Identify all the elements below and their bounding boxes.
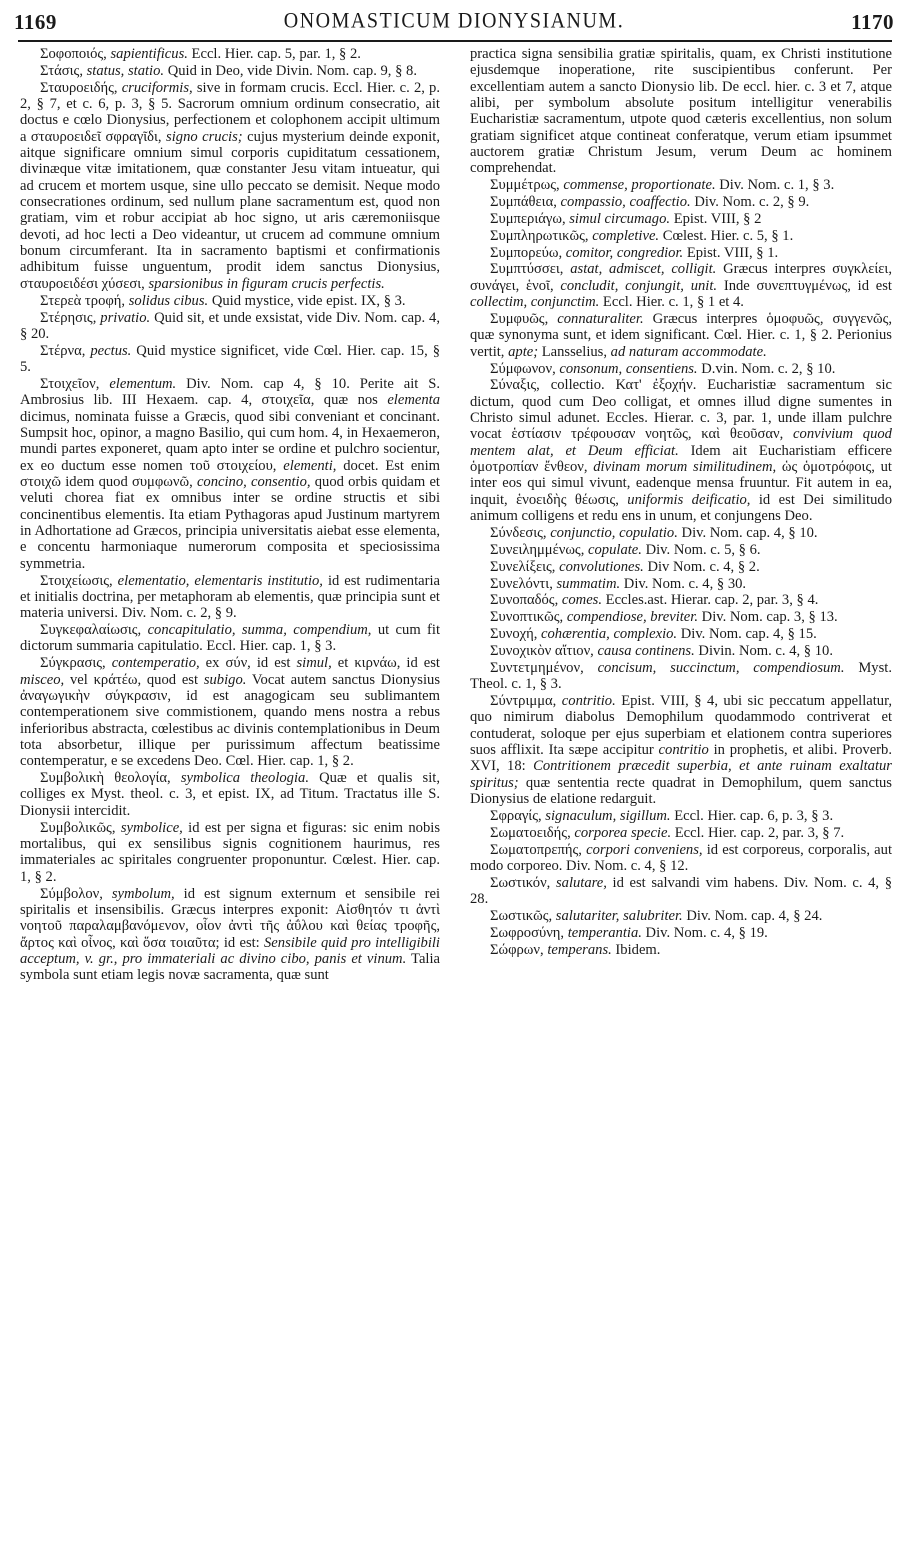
entry-italic-text: elementi, <box>276 457 337 474</box>
entry-body-text: Græcus interpres συγκλείει, συνάγει, ἑνοῖ, <box>470 261 892 294</box>
entry-headword: Σφραγίς, <box>490 807 542 824</box>
entry-body-text: Div. Nom. c. 2, § 9. <box>690 194 810 211</box>
dictionary-entry <box>470 194 892 210</box>
entry-body-text: Div. Nom. c. 4, § 30. <box>620 575 747 592</box>
dictionary-entry <box>470 875 892 908</box>
entry-body-text: cujus mysterium deinde exponit, aitque significare omnium simul corporis cupiditatum cessationem, divinæque vitæ imitationem, quæ constanter Jesu vitam intueatur, qui ad crucem et mortem usque, sine ullo peccato se demisit. Neque modo consecrationes ordinum, sed nullum plane sacramentum est, quod non gratiam, vim et robur accipiat ab hoc signo, ut aris cæremoniisque devoti, ad hoc lecti a Deo videantur, ut crucem ad commune omnium bonum circumferant. Ita in sacramento baptismi et confirmationis adhibitum fuisse unguentum, prodit idem sanctus Dionysius, σταυροειδέσι χύσεσι, <box>20 128 440 292</box>
entry-headword: Συμπάθεια, <box>490 194 557 211</box>
entry-headword: Συμπεριάγω, <box>490 210 566 227</box>
entry-translation: elementum. <box>99 375 177 392</box>
entry-body-text: Quid mystice, vide epist. IX, § 3. <box>208 292 406 309</box>
entry-body-text: ut cum fit dictorum summaria capitulatio. Eccl. Hier. cap. 1, § 3. <box>20 622 440 655</box>
entry-body-text: ex σύν, id est <box>199 655 291 672</box>
entry-body-text: quæ sententia recte quadrat in Demophilum, quem sanctus Dionysius de elatione redarguit. <box>470 774 892 807</box>
dictionary-entry <box>470 177 892 193</box>
dictionary-entry <box>20 293 440 309</box>
page-number-right: 1170 <box>851 10 894 34</box>
entry-translation: salutariter, salubriter. <box>552 907 683 924</box>
entry-translation: conjunctio, copulatio. <box>546 524 678 541</box>
entry-headword: Συνοπαδός, <box>490 592 559 609</box>
dictionary-entry <box>470 377 892 524</box>
entry-translation: symbolice, <box>115 819 183 836</box>
entry-italic-text: apte; <box>504 343 539 360</box>
entry-body-text: in prophetis, et alibi. Proverb. XVI, 18: <box>470 741 892 775</box>
entry-translation: concisum, succinctum, compendiosum. <box>583 659 845 676</box>
entry-body-text: Vocat autem sanctus Dionysius ἀναγωγικὴν σύγκρασιν, id est anagogicam seu sublimantem contemperationem sive commistionem, quando mens nostra a rebus inferioribus abstracta, cœlestibus ac divinis contemplationibus in Deum tota absorbetur, illique per purissimum affectum beatissime contemperatur, e se excedens Deo. Cœl. Hier. cap. 1, § 2. <box>20 671 440 770</box>
entry-body-text: Div. Nom. cap. 3, § 13. <box>698 609 838 626</box>
entry-italic-text: Contritionem præcedit superbia, et ante ruinam exaltatur spiritus; <box>470 758 892 791</box>
entry-body-text: D.vin. Nom. c. 2, § 10. <box>697 360 836 377</box>
entry-headword: Στοιχείωσις, <box>40 572 113 589</box>
entry-body-text: Ibidem. <box>611 941 661 958</box>
entry-headword: Σωματοπρεπής, <box>490 841 582 858</box>
dictionary-entry <box>20 573 440 622</box>
entry-translation: sapientificus. <box>106 46 188 62</box>
dictionary-entry <box>470 576 892 592</box>
entry-body-text: Quid sit, et unde exsistat, vide Div. Nom. cap. 4, § 20. <box>20 309 440 342</box>
entry-headword: Στέρησις, <box>40 309 97 326</box>
entry-body-text: Eccl. Hier. c. 1, § 1 et 4. <box>599 294 744 311</box>
entry-translation: symbolica theologia. <box>170 770 309 787</box>
dictionary-entry <box>470 261 892 310</box>
entry-body-text: Div. Nom. c. 4, § 19. <box>641 924 768 941</box>
entry-body-text: Lansselius, <box>538 343 608 360</box>
dictionary-entry <box>470 245 892 261</box>
entry-italic-text: uniformis deificatio, <box>618 491 751 508</box>
entry-headword: Σύναξις, <box>490 377 540 394</box>
dictionary-entry <box>20 886 440 984</box>
entry-body-text: Epist. VIII, § 2 <box>670 210 762 227</box>
entry-headword: Σύγκρασις, <box>40 655 106 672</box>
entry-body-text: Div. Nom. c. 5, § 6. <box>641 541 761 558</box>
entry-translation: astat, admiscet, colligit. <box>563 261 717 278</box>
dictionary-entry <box>470 942 892 958</box>
entry-body-text: Eccl. Hier. cap. 6, p. 3, § 3. <box>670 807 834 824</box>
dictionary-entry <box>470 542 892 558</box>
dictionary-entry <box>20 770 440 819</box>
entry-headword: Σύντριμμα, <box>490 692 557 709</box>
entry-translation: comes. <box>558 592 603 609</box>
dictionary-entry <box>470 361 892 377</box>
entry-translation: salutare, <box>550 874 607 891</box>
dictionary-entry <box>20 80 440 292</box>
entry-body-text: practica signa sensibilia gratiæ spiritalis, quam, ex Christi institutione ejusdemque inoperatione, rite suscipientibus conferunt. Per excellentiam autem a sancto Dionysio lib. De eccl. hier. c. 3 et 7, atque alibi, per symbolum absolute positum intelligitur venerabilis Eucharistiæ sacramentum, utpote quod cæteris excellentius, non solum gratiam significet atque contineat conferatque, verum etiam ipsummet auctorem gratiæ Christum Jesum, verum Deum ac hominem comprehendat. <box>470 46 892 177</box>
entry-body-text: ὡς ὁμοτρόφοις, ut inter eos qui simul vivunt, eadenque mensa fruuntur. Fit autem in ea, inquit, ἑνοειδὴς θέωσις, <box>470 459 892 508</box>
dictionary-entry <box>470 643 892 659</box>
entry-body-text: collectio. Κατ' ἐξοχήν. Eucharistiæ sacramentum sic dictum, quod cum Deo colligat, et omnes illud digne sumentes in Christo simul adunet. Eccles. Hierar. c. 3, par. 1, unde illam pulchre vocat ἑστίασιν τρέφουσαν νοητῶς, καὶ θεοῦσαν, <box>470 377 892 443</box>
dictionary-entry <box>470 311 892 360</box>
entry-headword: Στέρνα, <box>40 342 86 359</box>
entry-body-text: Quid mystice significet, vide Cœl. Hier. cap. 15, § 5. <box>20 342 440 376</box>
entry-italic-text: simul, <box>290 655 332 672</box>
entry-translation: corporea specie. <box>570 824 672 841</box>
entry-translation: cohærentia, complexio. <box>537 626 678 643</box>
entry-headword: Συνοχή, <box>490 626 538 643</box>
entry-translation: privatio. <box>96 309 151 326</box>
entry-translation: copulate. <box>584 541 642 558</box>
entry-italic-text: sparsionibus in figuram crucis perfectis. <box>144 275 385 292</box>
dictionary-entry <box>470 825 892 841</box>
entry-body-text: docet. Est enim στοιχῶ idem quod συμφωνῶ, <box>20 457 440 490</box>
entry-headword: Συντετμημένον, <box>490 659 584 676</box>
entry-italic-text: signo crucis; <box>161 128 243 145</box>
entry-italic-text: elementa <box>377 392 440 409</box>
entry-headword: Συνοπτικῶς, <box>490 609 564 626</box>
entry-body-text: id est rudimentaria et initialis doctrina, per metaphoram ab elementis, quæ principia sunt et materia universi. Div. Nom. c. 2, § 9. <box>20 572 440 622</box>
entry-italic-text: misceo, <box>20 671 65 688</box>
entry-body-text: Quid in Deo, vide Divin. Nom. cap. 9, § 8. <box>164 62 417 79</box>
dictionary-entry <box>470 525 892 541</box>
entry-headword: Στερεὰ τροφή, <box>40 292 126 309</box>
entry-italic-text: divinam morum similitudinem, <box>587 459 777 476</box>
entry-headword: Σωστικῶς, <box>490 907 553 924</box>
entry-translation: contritio. <box>556 692 616 709</box>
entry-headword: Σταυροειδής, <box>40 79 118 96</box>
dictionary-entry <box>470 626 892 642</box>
entry-translation: connaturaliter. <box>548 311 644 327</box>
entry-translation: concapitulatio, summa, compendium, <box>141 622 372 639</box>
entry-translation: cruciformis, <box>117 79 193 96</box>
entry-italic-text: collectim, conjunctim. <box>470 294 600 311</box>
dictionary-entry <box>470 808 892 824</box>
entry-translation: temperantia. <box>564 924 642 941</box>
entry-body-text: id est per signa et figuras: sic enim nobis mortalibus, qui ex sensilibus signis cognitionem haurimus, res immateriales ac spiritales congruenter proponuntur. Cœlest. Hier. cap. 1, § 2. <box>20 819 440 885</box>
entry-headword: Συνελόντι, <box>490 575 553 592</box>
entry-body-text: Myst. Theol. c. 1, § 3. <box>470 659 892 693</box>
dictionary-entry <box>470 925 892 941</box>
entry-body-text: Idem ait Eucharistiam efficere ὁμοτροπίαν ἔνθεον, <box>470 442 892 476</box>
dictionary-entry <box>470 609 892 625</box>
entry-headword: Συμμέτρως, <box>490 177 560 194</box>
entry-body-text: Eccles.ast. Hierar. cap. 2, par. 3, § 4. <box>602 592 819 609</box>
running-title: ONOMASTICUM DIONYSIANUM. <box>283 8 625 34</box>
entry-body-text: Inde συνεπτυγμένως, id est <box>717 277 892 294</box>
entry-body-text: dicimus, nominata fuisse a Græcis, quod sibi conveniant et concinant. Sumpsit hoc, opinor, a magno Basilio, qui cum hom. 4, in Hexaemeron, mundi partes exponeret, quam apto inter se ordine et pulchro socientur, ex eo ductum esse nomen τοῦ στοιχείου, <box>20 408 440 474</box>
entry-body-text: quod orbis quidam et veluti chorea fiat ex omnibus inter se ordine structis et sibi concinentibus elementis. Ita etiam Pythagoras apud Justinum martyrem in Adhortatione ad Græcos, principia universitatis aiebat esse elementa, e concentu harmoniaque numerorum composita et speciosissima symmetria. <box>20 473 440 572</box>
dictionary-entry <box>470 211 892 227</box>
entry-headword: Σωστικόν, <box>490 874 551 891</box>
dictionary-entry <box>470 693 892 807</box>
entry-body-text: id est signum externum et sensibile rei spiritalis et insensibilis. Græcus interpres exponit: Αἰσθητόν τι ἀντὶ νοητοῦ παραλαμβανόμενον, οἷον ἀντὶ τῆς ἀΰλου καὶ θείας τροφῆς, ἄρτος καὶ οἶνος, καὶ ὅσα τοιαῦτα; id est: <box>20 885 440 951</box>
entry-translation: completive. <box>588 227 660 244</box>
entry-body-text: Div. Nom. cap. 4, § 10. <box>677 524 818 541</box>
entry-translation: elementatio, elementaris institutio, <box>112 572 323 589</box>
entry-translation: temperans. <box>543 941 612 958</box>
dictionary-entry <box>20 376 440 572</box>
entry-headword: Συμπληρωτικῶς, <box>490 227 589 244</box>
entry-translation: commense, proportionate. <box>559 177 716 194</box>
entry-headword: Συμβολικὴ θεολογία, <box>40 770 171 787</box>
entry-body-text: Cœlest. Hier. c. 5, § 1. <box>659 227 794 244</box>
page-header <box>14 6 894 40</box>
entry-translation: status, statio. <box>82 62 165 79</box>
entry-headword: Στάσις, <box>40 62 83 79</box>
entry-body-text: Græcus interpres ὁμοφυῶς, συγγενῶς, quæ synonyma sunt, et idem significant. Cœl. Hier. c. 1, § 2. Perionius vertit, <box>470 311 892 360</box>
entry-translation: solidus cibus. <box>125 292 209 309</box>
entry-body-text: Quæ et qualis sit, colliges ex Myst. theol. c. 3, et epist. IX, ad Titum. Tractatus ille S. Dionysii intercidit. <box>20 770 440 819</box>
entry-italic-text: ad naturam accommodate. <box>607 343 767 360</box>
entry-translation: comitor, congredior. <box>562 244 684 261</box>
entry-translation: compendiose, breviter. <box>563 609 698 626</box>
entry-translation: causa continens. <box>593 642 695 659</box>
entry-headword: Σύμβολον, <box>40 885 103 902</box>
entry-body-text: Div Nom. c. 4, § 2. <box>643 558 760 575</box>
dictionary-entry <box>20 622 440 655</box>
entry-body-text: Epist. VIII, § 4, ubi sic peccatum appellatur, quo nimirum diabolus Demophilum quodammodo contriverat et contuderat, soloque per ejus superbiam et elationem contra superiores suos afflixit. Ita sæpe accipitur <box>470 692 892 758</box>
entry-translation: contemperatio, <box>105 655 200 672</box>
entry-body-text: Div. Nom. cap. 4, § 15. <box>677 626 817 643</box>
entry-body-text: et κιρνάω, id est <box>331 655 440 672</box>
entry-translation: summatim. <box>552 575 621 592</box>
entry-translation: symbolum, <box>102 885 175 902</box>
entry-body-text: sive in formam crucis. Eccl. Hier. c. 2, p. 2, § 7, et c. 6, p. 3, § 5. Sacrorum omnium ordinum consecratio, ait doctus e cœlo Dionysius, perfectionem et colophonem accipit ultimum a σταυροειδεῖ σφραγῖδι, <box>20 79 440 145</box>
entry-italic-text: concludit, conjungit, unit. <box>553 277 718 294</box>
entry-headword: Συμπτύσσει, <box>490 261 564 278</box>
entry-body-text: Epist. VIII, § 1. <box>683 244 779 261</box>
entry-headword: Σωφροσύνη, <box>490 924 565 941</box>
entry-body-text: Div. Nom. cap. 4, § 24. <box>682 907 823 924</box>
entry-translation: simul circumago. <box>565 210 671 227</box>
entry-italic-text: concino, consentio, <box>192 473 311 490</box>
entry-body-text: Divin. Nom. c. 4, § 10. <box>694 642 833 659</box>
dictionary-entry <box>470 908 892 924</box>
entry-headword: Σωματοειδής, <box>490 824 571 841</box>
entry-body-text: Eccl. Hier. cap. 5, par. 1, § 2. <box>187 46 361 62</box>
entry-translation: consonum, consentiens. <box>555 360 698 377</box>
entry-body-text: Div. Nom. cap 4, § 10. Perite ait S. Ambrosius lib. III Hexaem. cap. 4, στοιχεῖα, quæ nos <box>20 375 440 409</box>
entry-body-text: Div. Nom. c. 1, § 3. <box>715 177 835 194</box>
entry-translation: convolutiones. <box>555 558 644 575</box>
entry-body-text: id est corporeus, corporalis, aut modo corporeo. Div. Nom. c. 4, § 12. <box>470 841 892 874</box>
entry-headword: Συμπορεύω, <box>490 244 563 261</box>
entry-italic-text: convivium quod mentem alat, et Deum efficiat. <box>470 426 892 459</box>
page-number-left: 1169 <box>14 10 57 34</box>
entry-italic-text: Sensibile quid pro intelligibili acceptum, v. gr., pro immateriali ac divino cibo, panis et vinum. <box>20 934 440 967</box>
right-column <box>470 46 892 1544</box>
header-rule <box>18 40 892 42</box>
entry-headword: Σύνδεσις, <box>490 524 547 541</box>
entry-headword: Σοφοποιός, <box>40 46 107 62</box>
entry-headword: Συμφυῶς, <box>490 311 549 327</box>
dictionary-entry <box>20 343 440 376</box>
entry-headword: Συνοχικὸν αἴτιον, <box>490 642 594 659</box>
entry-body-text: id est Dei similitudo animum colligens et redu ens in unum, et conjungens Deo. <box>470 491 892 525</box>
dictionary-entry <box>470 660 892 693</box>
entry-translation: corpori conveniens, <box>581 841 703 858</box>
entry-headword: Στοιχεῖον, <box>40 375 100 392</box>
dictionary-entry <box>20 46 440 62</box>
entry-headword: Σύμφωνον, <box>490 360 556 377</box>
entry-body-text: Talia symbola sunt etiam legis novæ sacramenta, quæ sunt <box>20 950 440 984</box>
dictionary-entry <box>470 228 892 244</box>
entry-body-text: Eccl. Hier. cap. 2, par. 3, § 7. <box>671 824 845 841</box>
entry-translation: signaculum, sigillum. <box>541 807 671 824</box>
entry-body-text: id est salvandi vim habens. Div. Nom. c. 4, § 28. <box>470 874 892 908</box>
dictionary-entry <box>20 310 440 343</box>
dictionary-entry <box>470 559 892 575</box>
dictionary-entry <box>20 655 440 769</box>
entry-headword: Συγκεφαλαίωσις, <box>40 622 142 639</box>
dictionary-entry <box>470 46 892 177</box>
entry-headword: Συνειλημμένως, <box>490 541 585 558</box>
entry-translation: pectus. <box>85 342 132 359</box>
entry-headword: Συμβολικῶς, <box>40 819 116 836</box>
left-column <box>20 46 440 1544</box>
entry-headword: Σώφρων, <box>490 941 544 958</box>
entry-italic-text: contritio <box>653 741 709 758</box>
dictionary-entry <box>20 63 440 79</box>
dictionary-entry <box>470 842 892 875</box>
dictionary-entry <box>20 820 440 885</box>
entry-headword: Συνελίξεις, <box>490 558 556 575</box>
entry-italic-text: subigo. <box>198 671 247 688</box>
entry-body-text: vel κράτέω, quod est <box>64 671 199 688</box>
dictionary-entry <box>470 592 892 608</box>
entry-translation: compassio, coaffectio. <box>556 194 691 211</box>
